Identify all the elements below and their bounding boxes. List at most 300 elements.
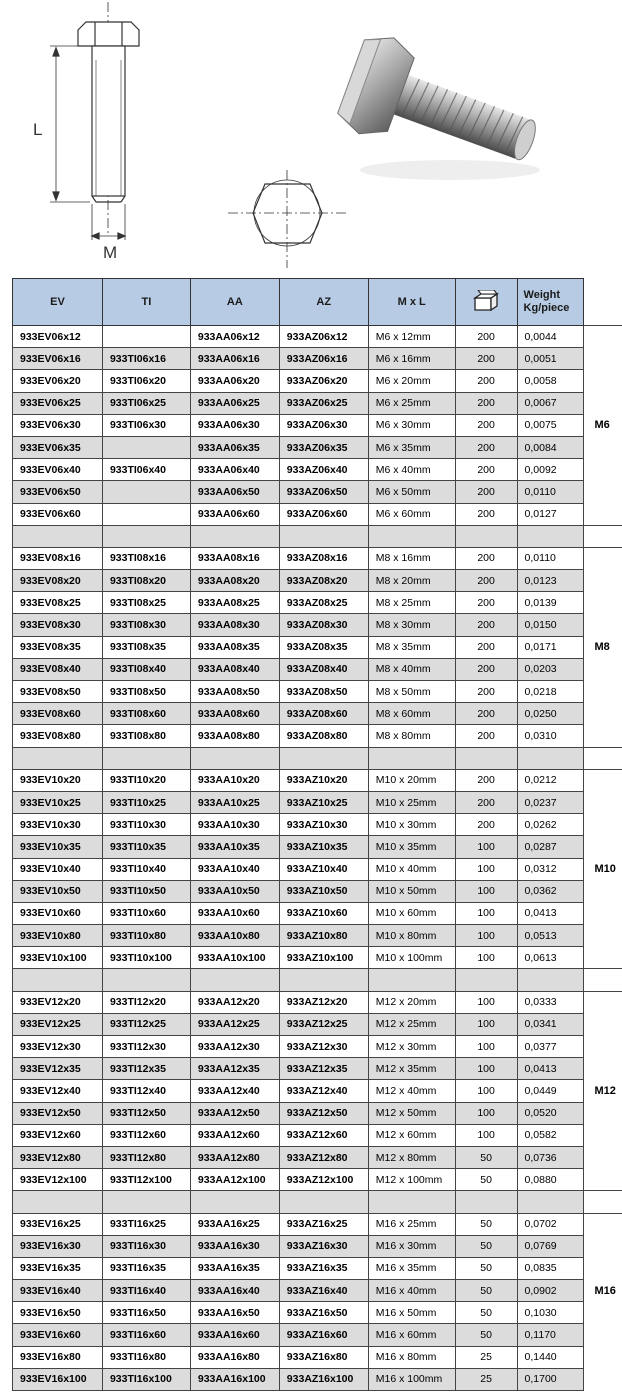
cell-az: 933AZ12x100 <box>279 1169 368 1191</box>
cell-az: 933AZ08x35 <box>279 636 368 658</box>
cell-ev: 933EV12x80 <box>13 1146 103 1168</box>
cell-qty: 200 <box>455 503 517 525</box>
cell-weight: 0,0520 <box>517 1102 584 1124</box>
separator-cell <box>13 1191 103 1213</box>
separator-cell <box>13 747 103 769</box>
separator-cell <box>102 525 190 547</box>
cell-az: 933AZ12x50 <box>279 1102 368 1124</box>
size-label <box>584 459 622 481</box>
table-row <box>13 1013 622 1035</box>
cell-ti: 933TI16x35 <box>102 1257 190 1279</box>
separator-cell <box>190 1191 279 1213</box>
table-row <box>13 1146 622 1168</box>
cell-qty: 100 <box>455 1124 517 1146</box>
separator-cell <box>517 969 584 991</box>
cell-ev: 933EV10x25 <box>13 791 103 813</box>
group-separator-row <box>13 969 622 991</box>
cell-ev: 933EV12x35 <box>13 1058 103 1080</box>
cell-weight: 0,0250 <box>517 703 584 725</box>
bolt-specification-table <box>12 278 622 1391</box>
cell-aa: 933AA16x100 <box>190 1368 279 1390</box>
cell-az: 933AZ10x80 <box>279 925 368 947</box>
cell-aa: 933AA10x35 <box>190 836 279 858</box>
cell-az: 933AZ08x30 <box>279 614 368 636</box>
size-label <box>584 1213 622 1235</box>
table-row <box>13 1124 622 1146</box>
cell-ti: 933TI06x30 <box>102 414 190 436</box>
cell-qty: 100 <box>455 925 517 947</box>
size-label <box>584 370 622 392</box>
table-row <box>13 547 622 569</box>
size-label: M6 <box>584 414 622 436</box>
cell-az: 933AZ06x35 <box>279 436 368 458</box>
separator-cell <box>368 747 455 769</box>
cell-aa: 933AA08x20 <box>190 570 279 592</box>
table-row <box>13 1213 622 1235</box>
size-label <box>584 902 622 924</box>
cell-qty: 100 <box>455 858 517 880</box>
cell-ev: 933EV06x16 <box>13 348 103 370</box>
cell-ev: 933EV06x12 <box>13 326 103 348</box>
cell-ti: 933TI08x50 <box>102 681 190 703</box>
cell-aa: 933AA10x50 <box>190 880 279 902</box>
table-row <box>13 1036 622 1058</box>
size-label: M8 <box>584 636 622 658</box>
cell-ev: 933EV12x25 <box>13 1013 103 1035</box>
cell-aa: 933AA10x20 <box>190 769 279 791</box>
separator-cell <box>102 969 190 991</box>
cell-ti: 933TI16x30 <box>102 1235 190 1257</box>
separator-cell <box>279 525 368 547</box>
cell-az: 933AZ10x35 <box>279 836 368 858</box>
cell-az: 933AZ12x25 <box>279 1013 368 1035</box>
cell-weight: 0,1170 <box>517 1324 584 1346</box>
separator-cell <box>190 969 279 991</box>
cell-ev: 933EV08x20 <box>13 570 103 592</box>
size-label <box>584 947 622 969</box>
cell-ti: 933TI06x25 <box>102 392 190 414</box>
cell-ti: 933TI12x30 <box>102 1036 190 1058</box>
cell-qty: 200 <box>455 703 517 725</box>
cell-ev: 933EV06x40 <box>13 459 103 481</box>
cell-aa: 933AA12x30 <box>190 1036 279 1058</box>
cell-mxl: M10 x 30mm <box>368 814 455 836</box>
cell-qty: 200 <box>455 570 517 592</box>
cell-az: 933AZ06x30 <box>279 414 368 436</box>
cell-mxl: M12 x 40mm <box>368 1080 455 1102</box>
cell-qty: 200 <box>455 414 517 436</box>
table-row <box>13 414 622 436</box>
cell-ti: 933TI16x50 <box>102 1302 190 1324</box>
table-row <box>13 1080 622 1102</box>
cell-az: 933AZ08x25 <box>279 592 368 614</box>
table-row <box>13 947 622 969</box>
cell-ti: 933TI10x100 <box>102 947 190 969</box>
cell-qty: 25 <box>455 1346 517 1368</box>
cell-mxl: M12 x 30mm <box>368 1036 455 1058</box>
cell-qty: 100 <box>455 902 517 924</box>
cell-aa: 933AA10x60 <box>190 902 279 924</box>
cell-az: 933AZ10x30 <box>279 814 368 836</box>
cell-ti: 933TI08x30 <box>102 614 190 636</box>
cell-aa: 933AA12x25 <box>190 1013 279 1035</box>
cell-az: 933AZ16x50 <box>279 1302 368 1324</box>
cell-qty: 50 <box>455 1257 517 1279</box>
separator-cell <box>190 525 279 547</box>
cell-aa: 933AA12x100 <box>190 1169 279 1191</box>
cell-ti: 933TI12x50 <box>102 1102 190 1124</box>
cell-mxl: M16 x 80mm <box>368 1346 455 1368</box>
cell-mxl: M6 x 16mm <box>368 348 455 370</box>
size-label <box>584 1368 622 1390</box>
cell-aa: 933AA06x50 <box>190 481 279 503</box>
cell-ev: 933EV08x35 <box>13 636 103 658</box>
size-label <box>584 725 622 747</box>
cell-ev: 933EV10x35 <box>13 836 103 858</box>
cell-ev: 933EV10x60 <box>13 902 103 924</box>
cell-az: 933AZ06x25 <box>279 392 368 414</box>
cell-az: 933AZ16x25 <box>279 1213 368 1235</box>
cell-qty: 100 <box>455 991 517 1013</box>
table-row <box>13 459 622 481</box>
cell-qty: 200 <box>455 326 517 348</box>
cell-ti: 933TI10x50 <box>102 880 190 902</box>
header-weight <box>517 279 584 326</box>
cell-weight: 0,0067 <box>517 392 584 414</box>
cell-ev: 933EV16x50 <box>13 1302 103 1324</box>
bolt-side-view-drawing <box>50 2 139 240</box>
cell-weight: 0,0769 <box>517 1235 584 1257</box>
cell-az: 933AZ16x100 <box>279 1368 368 1390</box>
cell-ev: 933EV12x20 <box>13 991 103 1013</box>
cell-mxl: M12 x 25mm <box>368 1013 455 1035</box>
cell-mxl: M6 x 30mm <box>368 414 455 436</box>
table-row <box>13 769 622 791</box>
separator-cell <box>455 969 517 991</box>
hex-head-top-view-drawing <box>228 170 346 268</box>
table-row <box>13 1302 622 1324</box>
diameter-label: M <box>103 243 118 262</box>
bolt-drawings <box>0 0 622 278</box>
cell-ev: 933EV16x100 <box>13 1368 103 1390</box>
table-row <box>13 1257 622 1279</box>
cell-mxl: M12 x 50mm <box>368 1102 455 1124</box>
cell-ev: 933EV10x100 <box>13 947 103 969</box>
header-ti: TI <box>102 279 190 326</box>
cell-weight: 0,0310 <box>517 725 584 747</box>
cell-az: 933AZ08x20 <box>279 570 368 592</box>
cell-mxl: M12 x 20mm <box>368 991 455 1013</box>
separator-cell <box>368 969 455 991</box>
cell-mxl: M8 x 35mm <box>368 636 455 658</box>
cell-ti <box>102 503 190 525</box>
cell-ev: 933EV10x20 <box>13 769 103 791</box>
cell-aa: 933AA08x80 <box>190 725 279 747</box>
table-row <box>13 836 622 858</box>
cell-ev: 933EV16x40 <box>13 1280 103 1302</box>
cell-weight: 0,0075 <box>517 414 584 436</box>
size-label <box>584 658 622 680</box>
cell-mxl: M16 x 60mm <box>368 1324 455 1346</box>
cell-weight: 0,0413 <box>517 902 584 924</box>
cell-az: 933AZ16x30 <box>279 1235 368 1257</box>
cell-ev: 933EV08x25 <box>13 592 103 614</box>
cell-weight: 0,0123 <box>517 570 584 592</box>
cell-mxl: M6 x 35mm <box>368 436 455 458</box>
separator-size-cell <box>584 525 622 547</box>
cell-aa: 933AA12x60 <box>190 1124 279 1146</box>
cell-ev: 933EV10x30 <box>13 814 103 836</box>
table-row <box>13 1368 622 1390</box>
separator-cell <box>517 747 584 769</box>
cell-ti: 933TI10x30 <box>102 814 190 836</box>
size-label <box>584 681 622 703</box>
cell-weight: 0,0150 <box>517 614 584 636</box>
size-label <box>584 791 622 813</box>
size-label <box>584 436 622 458</box>
cell-qty: 25 <box>455 1368 517 1390</box>
cell-mxl: M16 x 35mm <box>368 1257 455 1279</box>
cell-aa: 933AA08x25 <box>190 592 279 614</box>
cell-aa: 933AA12x35 <box>190 1058 279 1080</box>
cell-mxl: M6 x 12mm <box>368 326 455 348</box>
size-label <box>584 1058 622 1080</box>
table-row <box>13 902 622 924</box>
size-label <box>584 991 622 1013</box>
cell-ev: 933EV08x30 <box>13 614 103 636</box>
cell-ev: 933EV12x60 <box>13 1124 103 1146</box>
size-label <box>584 614 622 636</box>
cell-weight: 0,1440 <box>517 1346 584 1368</box>
table-row <box>13 925 622 947</box>
size-label: M10 <box>584 858 622 880</box>
cell-ti: 933TI08x35 <box>102 636 190 658</box>
cell-qty: 100 <box>455 1102 517 1124</box>
table-row <box>13 681 622 703</box>
size-label <box>584 348 622 370</box>
cell-az: 933AZ10x50 <box>279 880 368 902</box>
cell-weight: 0,0513 <box>517 925 584 947</box>
cell-ti: 933TI16x40 <box>102 1280 190 1302</box>
cell-ti: 933TI08x40 <box>102 658 190 680</box>
table-row <box>13 481 622 503</box>
cell-ev: 933EV16x60 <box>13 1324 103 1346</box>
separator-cell <box>368 525 455 547</box>
table-row <box>13 725 622 747</box>
group-separator-row <box>13 1191 622 1213</box>
cell-weight: 0,0333 <box>517 991 584 1013</box>
cell-ev: 933EV10x40 <box>13 858 103 880</box>
cell-qty: 200 <box>455 636 517 658</box>
cell-qty: 200 <box>455 658 517 680</box>
cell-qty: 200 <box>455 769 517 791</box>
table-row <box>13 880 622 902</box>
cell-mxl: M6 x 40mm <box>368 459 455 481</box>
size-label <box>584 1235 622 1257</box>
cell-qty: 200 <box>455 814 517 836</box>
cell-weight: 0,0110 <box>517 481 584 503</box>
cell-mxl: M10 x 20mm <box>368 769 455 791</box>
cell-qty: 200 <box>455 791 517 813</box>
cell-qty: 100 <box>455 1013 517 1035</box>
size-label <box>584 326 622 348</box>
cell-mxl: M12 x 100mm <box>368 1169 455 1191</box>
bolt-photo <box>334 29 550 191</box>
cell-ti <box>102 436 190 458</box>
cell-az: 933AZ12x60 <box>279 1124 368 1146</box>
separator-cell <box>368 1191 455 1213</box>
size-label: M16 <box>584 1280 622 1302</box>
cell-qty: 200 <box>455 459 517 481</box>
cell-qty: 200 <box>455 481 517 503</box>
cell-weight: 0,0736 <box>517 1146 584 1168</box>
size-label <box>584 1102 622 1124</box>
table-body <box>13 326 622 1391</box>
table-row <box>13 592 622 614</box>
cell-az: 933AZ08x60 <box>279 703 368 725</box>
cell-ev: 933EV10x80 <box>13 925 103 947</box>
header-mxl: M x L <box>368 279 455 326</box>
size-label <box>584 1346 622 1368</box>
size-label <box>584 1302 622 1324</box>
table-row <box>13 658 622 680</box>
cell-aa: 933AA16x35 <box>190 1257 279 1279</box>
cell-weight: 0,0702 <box>517 1213 584 1235</box>
cell-aa: 933AA06x25 <box>190 392 279 414</box>
cell-ti: 933TI12x60 <box>102 1124 190 1146</box>
size-label <box>584 769 622 791</box>
cell-ti <box>102 481 190 503</box>
cell-mxl: M10 x 35mm <box>368 836 455 858</box>
cell-aa: 933AA10x25 <box>190 791 279 813</box>
cell-aa: 933AA08x50 <box>190 681 279 703</box>
cell-az: 933AZ16x80 <box>279 1346 368 1368</box>
table-row <box>13 1058 622 1080</box>
header-size-spacer <box>584 279 622 326</box>
cell-az: 933AZ12x30 <box>279 1036 368 1058</box>
cell-weight: 0,0051 <box>517 348 584 370</box>
cell-qty: 100 <box>455 1080 517 1102</box>
cell-aa: 933AA08x16 <box>190 547 279 569</box>
size-label <box>584 880 622 902</box>
separator-cell <box>279 1191 368 1213</box>
cell-aa: 933AA16x25 <box>190 1213 279 1235</box>
cell-az: 933AZ10x40 <box>279 858 368 880</box>
cell-aa: 933AA06x40 <box>190 459 279 481</box>
cell-ev: 933EV08x16 <box>13 547 103 569</box>
cell-weight: 0,0203 <box>517 658 584 680</box>
cell-qty: 50 <box>455 1302 517 1324</box>
cell-weight: 0,0139 <box>517 592 584 614</box>
size-label <box>584 1146 622 1168</box>
table-row <box>13 503 622 525</box>
cell-mxl: M12 x 35mm <box>368 1058 455 1080</box>
cell-ti: 933TI10x80 <box>102 925 190 947</box>
cell-qty: 200 <box>455 348 517 370</box>
size-label <box>584 703 622 725</box>
size-label <box>584 547 622 569</box>
cell-ev: 933EV06x50 <box>13 481 103 503</box>
cell-aa: 933AA08x60 <box>190 703 279 725</box>
cell-mxl: M6 x 25mm <box>368 392 455 414</box>
cell-ti: 933TI12x25 <box>102 1013 190 1035</box>
size-label <box>584 481 622 503</box>
cell-az: 933AZ08x16 <box>279 547 368 569</box>
size-label <box>584 814 622 836</box>
header-az: AZ <box>279 279 368 326</box>
cell-qty: 200 <box>455 725 517 747</box>
table-row <box>13 791 622 813</box>
group-separator-row <box>13 747 622 769</box>
cell-az: 933AZ08x50 <box>279 681 368 703</box>
cell-az: 933AZ16x60 <box>279 1324 368 1346</box>
cell-az: 933AZ10x20 <box>279 769 368 791</box>
cell-aa: 933AA08x35 <box>190 636 279 658</box>
cell-qty: 200 <box>455 547 517 569</box>
separator-cell <box>455 525 517 547</box>
cell-ti: 933TI10x40 <box>102 858 190 880</box>
cell-ev: 933EV08x80 <box>13 725 103 747</box>
group-separator-row <box>13 525 622 547</box>
separator-cell <box>517 525 584 547</box>
table-row <box>13 858 622 880</box>
cell-mxl: M16 x 50mm <box>368 1302 455 1324</box>
size-label <box>584 1036 622 1058</box>
cell-weight: 0,0084 <box>517 436 584 458</box>
cell-weight: 0,0362 <box>517 880 584 902</box>
cell-weight: 0,0902 <box>517 1280 584 1302</box>
cell-az: 933AZ16x35 <box>279 1257 368 1279</box>
cell-ti: 933TI16x60 <box>102 1324 190 1346</box>
table-row <box>13 614 622 636</box>
separator-cell <box>279 969 368 991</box>
cell-az: 933AZ10x60 <box>279 902 368 924</box>
cell-mxl: M10 x 50mm <box>368 880 455 902</box>
cell-ev: 933EV08x50 <box>13 681 103 703</box>
cell-qty: 50 <box>455 1324 517 1346</box>
table-row <box>13 991 622 1013</box>
separator-cell <box>13 525 103 547</box>
cell-mxl: M8 x 20mm <box>368 570 455 592</box>
cell-mxl: M16 x 30mm <box>368 1235 455 1257</box>
cell-qty: 100 <box>455 836 517 858</box>
cell-az: 933AZ06x60 <box>279 503 368 525</box>
cell-ev: 933EV12x30 <box>13 1036 103 1058</box>
cell-mxl: M8 x 60mm <box>368 703 455 725</box>
table-row <box>13 436 622 458</box>
cell-ti: 933TI12x80 <box>102 1146 190 1168</box>
cell-ev: 933EV12x40 <box>13 1080 103 1102</box>
cell-qty: 200 <box>455 436 517 458</box>
cell-qty: 50 <box>455 1146 517 1168</box>
cell-mxl: M16 x 40mm <box>368 1280 455 1302</box>
cell-ev: 933EV06x25 <box>13 392 103 414</box>
cell-weight: 0,0582 <box>517 1124 584 1146</box>
cell-aa: 933AA12x40 <box>190 1080 279 1102</box>
cell-mxl: M16 x 100mm <box>368 1368 455 1390</box>
cell-mxl: M6 x 50mm <box>368 481 455 503</box>
cell-ti: 933TI16x25 <box>102 1213 190 1235</box>
cell-qty: 50 <box>455 1235 517 1257</box>
cell-weight: 0,0171 <box>517 636 584 658</box>
length-label: L <box>33 120 43 139</box>
cell-mxl: M8 x 80mm <box>368 725 455 747</box>
cell-aa: 933AA12x20 <box>190 991 279 1013</box>
cell-mxl: M10 x 60mm <box>368 902 455 924</box>
cell-ti: 933TI12x20 <box>102 991 190 1013</box>
separator-size-cell <box>584 969 622 991</box>
size-label <box>584 1124 622 1146</box>
